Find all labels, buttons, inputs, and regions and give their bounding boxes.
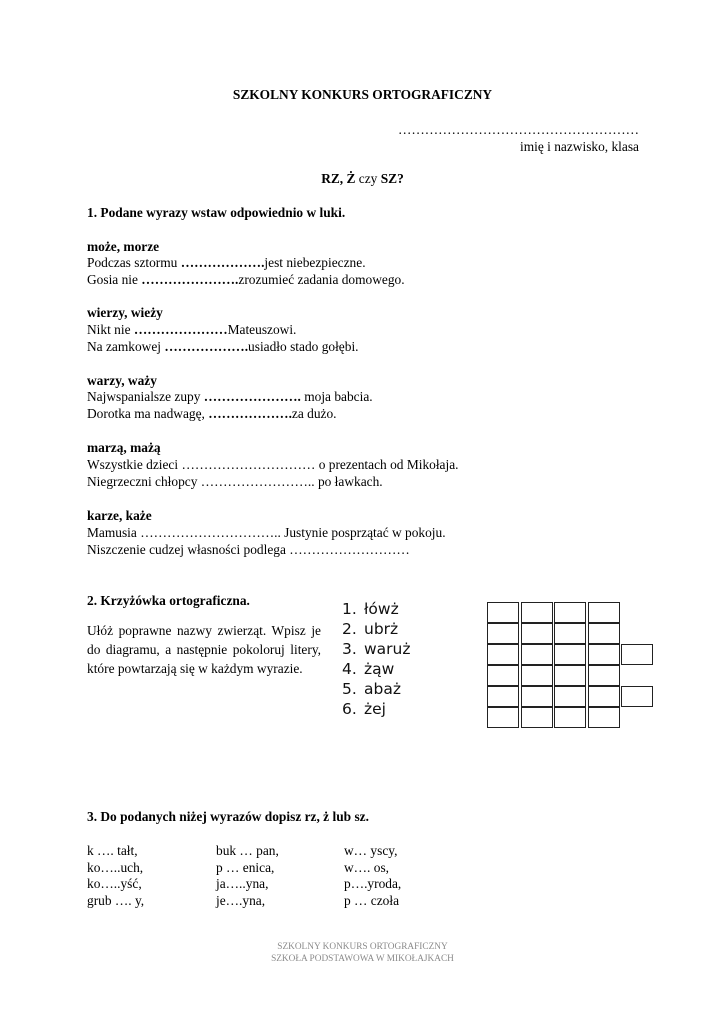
answer-blank: ………………………… bbox=[181, 457, 316, 472]
crossword-cell[interactable] bbox=[588, 644, 620, 665]
word-item: k …. tałt, bbox=[87, 843, 138, 858]
crossword-cell[interactable] bbox=[521, 602, 553, 623]
crossword-clues bbox=[342, 599, 411, 719]
word-column bbox=[87, 843, 144, 909]
word-item: p….yroda, bbox=[344, 876, 402, 891]
crossword-cell[interactable] bbox=[521, 686, 553, 707]
crossword-cell[interactable] bbox=[554, 686, 586, 707]
task1-pair: może, morze bbox=[87, 239, 160, 254]
task2-instruction: Ułóż poprawne nazwy zwierząt. Wpisz je do diagramu, a następnie pokoloruj litery, które powtarzają się w każdym wyrazie. bbox=[87, 623, 321, 676]
task2-heading: 2. Krzyżówka ortograficzna. bbox=[87, 593, 250, 608]
word-item: p … enica, bbox=[216, 859, 275, 875]
crossword-cell[interactable] bbox=[487, 644, 519, 665]
word-item: ko…..yść, bbox=[87, 876, 142, 891]
task1-sentence: Podczas sztormu ……………….jest niebezpieczne. bbox=[87, 255, 366, 270]
crossword-cell[interactable] bbox=[621, 644, 653, 665]
task1-sentence: Wszystkie dzieci ………………………… o prezentach od Mikołaja. bbox=[87, 457, 459, 472]
answer-blank: ………………. bbox=[180, 255, 265, 270]
answer-blank: ……………………… bbox=[289, 542, 410, 557]
task1-pair: karze, każe bbox=[87, 508, 152, 523]
task3-heading: 3. Do podanych niżej wyrazów dopisz rz, ż lub sz. bbox=[87, 809, 369, 824]
word-item: p … czoła bbox=[344, 892, 400, 908]
task1-sentence: Mamusia ………………………….. Justynie posprzątać w pokoju. bbox=[87, 525, 446, 540]
subtitle-czy: czy bbox=[355, 171, 381, 186]
crossword-cell[interactable] bbox=[554, 623, 586, 644]
task1-sentence: Dorotka ma nadwagę, ……………….za dużo. bbox=[87, 406, 337, 421]
crossword-cell[interactable] bbox=[588, 686, 620, 707]
crossword-cell[interactable] bbox=[554, 644, 586, 665]
task1-heading: 1. Podane wyrazy wstaw odpowiednio w luki. bbox=[87, 205, 346, 220]
footer-line: SZKOŁA PODSTAWOWA W MIKOŁAJKACH bbox=[271, 954, 454, 964]
task1-pair: marzą, mażą bbox=[87, 440, 161, 455]
name-class-label: imię i nazwisko, klasa bbox=[520, 139, 639, 154]
crossword-cell[interactable] bbox=[521, 665, 553, 686]
word-item: buk … pan, bbox=[216, 843, 279, 858]
crossword-cell[interactable] bbox=[487, 665, 519, 686]
task1-sentence: Niszczenie cudzej własności podlega ……………………… bbox=[87, 542, 410, 557]
crossword-cell[interactable] bbox=[521, 707, 553, 728]
crossword-cell[interactable] bbox=[588, 623, 620, 644]
crossword-clue: 6. żej bbox=[342, 700, 386, 718]
page-title: SZKOLNY KONKURS ORTOGRAFICZNY bbox=[232, 87, 493, 102]
answer-blank: …………………….. bbox=[200, 474, 315, 489]
task1-sentence: Niegrzeczni chłopcy …………………….. po ławkach. bbox=[87, 474, 383, 489]
crossword-cell[interactable] bbox=[588, 602, 620, 623]
answer-blank: …………………. bbox=[203, 389, 301, 404]
crossword-cell[interactable] bbox=[521, 623, 553, 644]
crossword-cell[interactable] bbox=[554, 665, 586, 686]
subtitle-rz-z: RZ, Ż bbox=[321, 171, 356, 186]
word-item: ko…..uch, bbox=[87, 859, 144, 875]
section-subtitle bbox=[0, 170, 725, 187]
subtitle-sz: SZ? bbox=[380, 171, 404, 186]
crossword-cell[interactable] bbox=[521, 644, 553, 665]
task1-sentence: Gosia nie ………………….zrozumieć zadania domowego. bbox=[87, 272, 405, 287]
name-class-blank: ……………………………………………… bbox=[397, 122, 639, 137]
crossword-cell[interactable] bbox=[487, 707, 519, 728]
crossword-clue: 2. ubrż bbox=[342, 620, 399, 638]
crossword-cell[interactable] bbox=[487, 602, 519, 623]
footer-line: SZKOLNY KONKURS ORTOGRAFICZNY bbox=[277, 942, 448, 952]
answer-blank: …………………. bbox=[141, 272, 239, 287]
page-footer bbox=[0, 941, 725, 965]
crossword-cell[interactable] bbox=[487, 686, 519, 707]
task1-pair: wierzy, wieży bbox=[87, 305, 163, 320]
word-column bbox=[344, 843, 401, 909]
crossword-cell[interactable] bbox=[487, 623, 519, 644]
task1-sentence: Na zamkowej ……………….usiadło stado gołębi. bbox=[87, 339, 359, 354]
crossword-cell[interactable] bbox=[621, 686, 653, 707]
word-item: w… yscy, bbox=[344, 843, 398, 858]
answer-blank: ………………… bbox=[133, 322, 228, 337]
crossword-cell[interactable] bbox=[588, 665, 620, 686]
word-item: ja…..yna, bbox=[216, 876, 269, 891]
answer-blank: ………………………….. bbox=[140, 525, 281, 540]
crossword-cell[interactable] bbox=[554, 707, 586, 728]
answer-blank: ………………. bbox=[164, 339, 249, 354]
crossword-clue: 3. waruż bbox=[342, 640, 411, 658]
crossword-cell[interactable] bbox=[554, 602, 586, 623]
word-item: grub …. y, bbox=[87, 892, 145, 908]
word-item: w…. os, bbox=[344, 859, 390, 875]
word-column bbox=[216, 843, 279, 909]
task1-sentence: Najwspanialsze zupy …………………. moja babcia. bbox=[87, 389, 373, 404]
crossword-clue: 5. abaż bbox=[342, 680, 401, 698]
crossword-cell[interactable] bbox=[588, 707, 620, 728]
crossword-clue: 1. łówż bbox=[342, 600, 399, 618]
word-item: je….yna, bbox=[216, 892, 266, 908]
task1-sentence: Nikt nie …………………Mateuszowi. bbox=[87, 322, 297, 337]
answer-blank: ………………. bbox=[208, 406, 292, 421]
crossword-clue: 4. żąw bbox=[342, 660, 395, 678]
task1-pair: warzy, waży bbox=[87, 373, 157, 388]
